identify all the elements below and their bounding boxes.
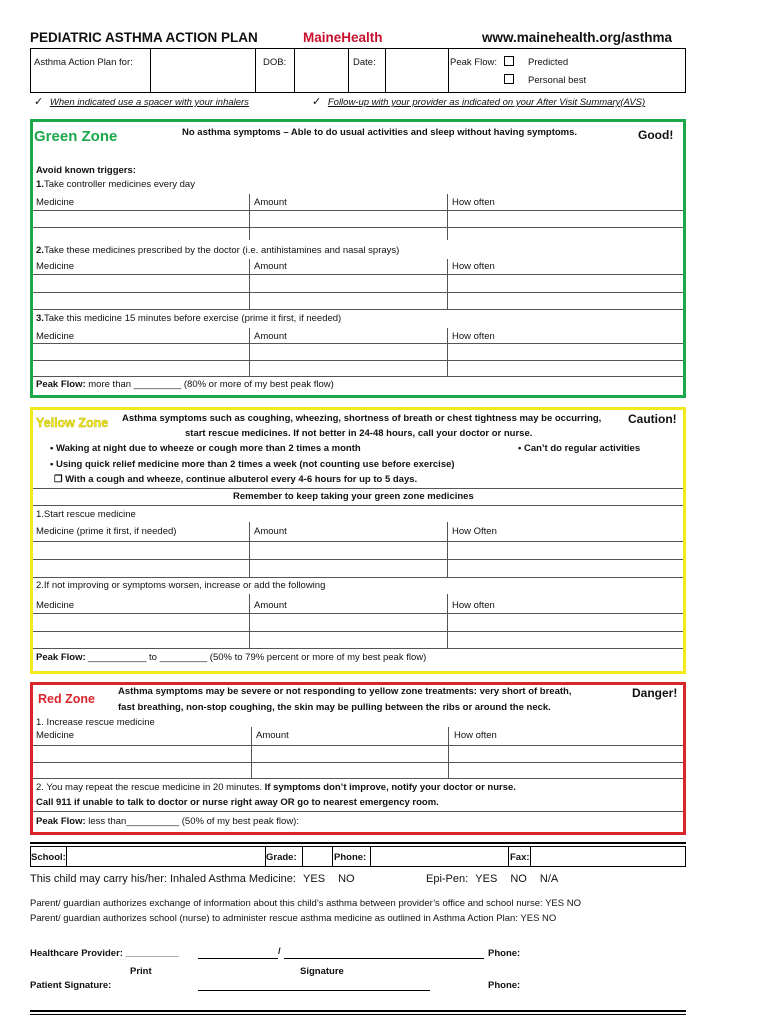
red-call-911: Call 911 if unable to talk to doctor or nurse right away OR go to nearest emergency room. (36, 797, 439, 808)
patient-signature-label: Patient Signature: (30, 980, 112, 991)
fax-label: Fax: (510, 852, 530, 863)
followup-note: ✓ Follow-up with your provider as indicated on your After Visit Summary(AVS) (312, 96, 646, 108)
slash-separator: / (278, 946, 281, 957)
epi-yes-option[interactable]: YES (475, 873, 498, 885)
carry-yes-option[interactable]: YES (303, 873, 326, 885)
green-zone-description: No asthma symptoms – Able to do usual activities and sleep without having symptoms. (182, 127, 578, 138)
predicted-checkbox[interactable] (504, 56, 514, 68)
yellow-bullet-3: • Using quick relief medicine more than 2 times a week (not counting use before exercise) (50, 459, 455, 470)
red-zone-status: Danger! (632, 686, 678, 700)
yellow-peak-flow: Peak Flow: ___________ to _________ (50% to 79% percent or more of my best peak flow) (36, 652, 427, 663)
green-step-2: 2.Take these medicines prescribed by the doctor (i.e. antihistamines and nasal sprays) (36, 245, 400, 256)
remember-note: Remember to keep taking your green zone medicines (233, 491, 474, 502)
red-step-2: 2. You may repeat the rescue medicine in 20 minutes. If symptoms don’t improve, notify your doctor or nurse. (36, 782, 516, 793)
check-icon: ✓ (34, 96, 44, 108)
green-zone-title: Green Zone (34, 128, 118, 145)
website-url[interactable]: www.mainehealth.org/asthma (482, 30, 673, 45)
column-amount: Amount (254, 197, 287, 208)
document-title: PEDIATRIC ASTHMA ACTION PLAN (30, 30, 258, 45)
grade-field[interactable] (304, 848, 331, 865)
plan-for-label: Asthma Action Plan for: (34, 57, 133, 68)
carry-no-option[interactable]: NO (338, 873, 355, 885)
column-medicine: Medicine (36, 197, 75, 208)
brand-name: MaineHealth (303, 30, 383, 45)
column-how-often: How Often (452, 526, 497, 537)
patient-phone-label: Phone: (488, 980, 521, 991)
yellow-bullet-1: • Waking at night due to wheeze or cough more than 2 times a month (50, 443, 361, 454)
green-zone-section (30, 119, 686, 398)
print-label: Print (130, 966, 152, 977)
column-how-often: How often (454, 730, 497, 741)
avoid-triggers: Avoid known triggers: (36, 165, 136, 176)
dob-field[interactable] (296, 50, 347, 91)
column-amount: Amount (256, 730, 289, 741)
red-description-2: fast breathing, non-stop coughing, the skin may be pulling between the ribs or around the neck. (118, 702, 551, 713)
date-field[interactable] (387, 50, 447, 91)
check-icon: ✓ (312, 96, 322, 108)
carry-medicine-line: This child may carry his/her: Inhaled Asthma Medicine: YES NO (30, 873, 355, 885)
authorization-administer: Parent/ guardian authorizes school (nurse) to administer rescue asthma medicine as outlined in Asthma Action Plan: YES NO (30, 913, 557, 924)
column-medicine: Medicine (36, 730, 75, 741)
school-label: School: (31, 852, 66, 863)
date-label: Date: (353, 57, 376, 68)
school-phone-field[interactable] (372, 848, 507, 865)
yellow-description-2: start rescue medicines. If not better in 24-48 hours, call your doctor or nurse. (185, 428, 533, 439)
epi-na-option[interactable]: N/A (539, 873, 559, 885)
yellow-bullet-2: • Can’t do regular activities (518, 443, 641, 454)
provider-phone-label: Phone: (488, 948, 521, 959)
column-how-often: How often (452, 600, 495, 611)
column-medicine: Medicine (36, 331, 75, 342)
authorization-exchange: Parent/ guardian authorizes exchange of information about this child’s asthma between provider’s office and school nurse: YES NO (30, 898, 581, 909)
fax-field[interactable] (532, 848, 684, 865)
yellow-zone-title: Yellow Zone (36, 416, 109, 430)
epipen-line: Epi-Pen: YES NO N/A (426, 873, 559, 885)
signature-label: Signature (300, 966, 344, 977)
spacer-note: ✓ When indicated use a spacer with your inhalers (34, 96, 249, 108)
column-amount: Amount (254, 526, 287, 537)
school-phone-label: Phone: (334, 852, 367, 863)
column-amount: Amount (254, 600, 287, 611)
yellow-zone-status: Caution! (628, 412, 677, 426)
column-medicine: Medicine (36, 600, 75, 611)
red-step-1: 1. Increase rescue medicine (36, 717, 155, 728)
epi-no-option[interactable]: NO (510, 873, 527, 885)
column-amount: Amount (254, 261, 287, 272)
green-step-1: 1.Take controller medicines every day (36, 179, 195, 190)
personal-best-checkbox[interactable] (504, 74, 514, 86)
provider-signature-field[interactable] (198, 944, 483, 959)
column-medicine: Medicine (36, 261, 75, 272)
dob-label: DOB: (263, 57, 287, 68)
yellow-description-1: Asthma symptoms such as coughing, wheezing, shortness of breath or chest tightness may be occurring, (122, 413, 602, 424)
column-medicine-prime: Medicine (prime it first, if needed) (36, 526, 177, 537)
column-how-often: How often (452, 261, 495, 272)
yellow-bullet-4: ❒ With a cough and wheeze, continue albuterol every 4-6 hours for up to 5 days. (54, 474, 418, 485)
healthcare-provider-label: Healthcare Provider: __________ (30, 948, 179, 959)
red-description-1: Asthma symptoms may be severe or not responding to yellow zone treatments: very short of breath, (118, 686, 572, 697)
green-zone-status: Good! (638, 128, 674, 142)
red-zone-title: Red Zone (38, 692, 95, 706)
column-how-often: How often (452, 331, 495, 342)
plan-for-field[interactable] (152, 50, 254, 91)
yellow-step-2: 2.If not improving or symptoms worsen, increase or add the following (36, 580, 326, 591)
yellow-step-1: 1.Start rescue medicine (36, 509, 136, 520)
grade-label: Grade: (266, 852, 297, 863)
peak-flow-label: Peak Flow: (450, 57, 497, 68)
patient-signature-field[interactable] (198, 976, 430, 991)
red-peak-flow: Peak Flow: less than__________ (50% of my best peak flow): (36, 816, 299, 827)
green-step-3: 3.Take this medicine 15 minutes before exercise (prime it first, if needed) (36, 313, 342, 324)
predicted-label: Predicted (528, 57, 569, 68)
green-peak-flow: Peak Flow: more than _________ (80% or more of my best peak flow) (36, 379, 334, 390)
column-how-often: How often (452, 197, 495, 208)
column-amount: Amount (254, 331, 287, 342)
personal-best-label: Personal best (528, 75, 587, 86)
school-field[interactable] (68, 848, 264, 865)
